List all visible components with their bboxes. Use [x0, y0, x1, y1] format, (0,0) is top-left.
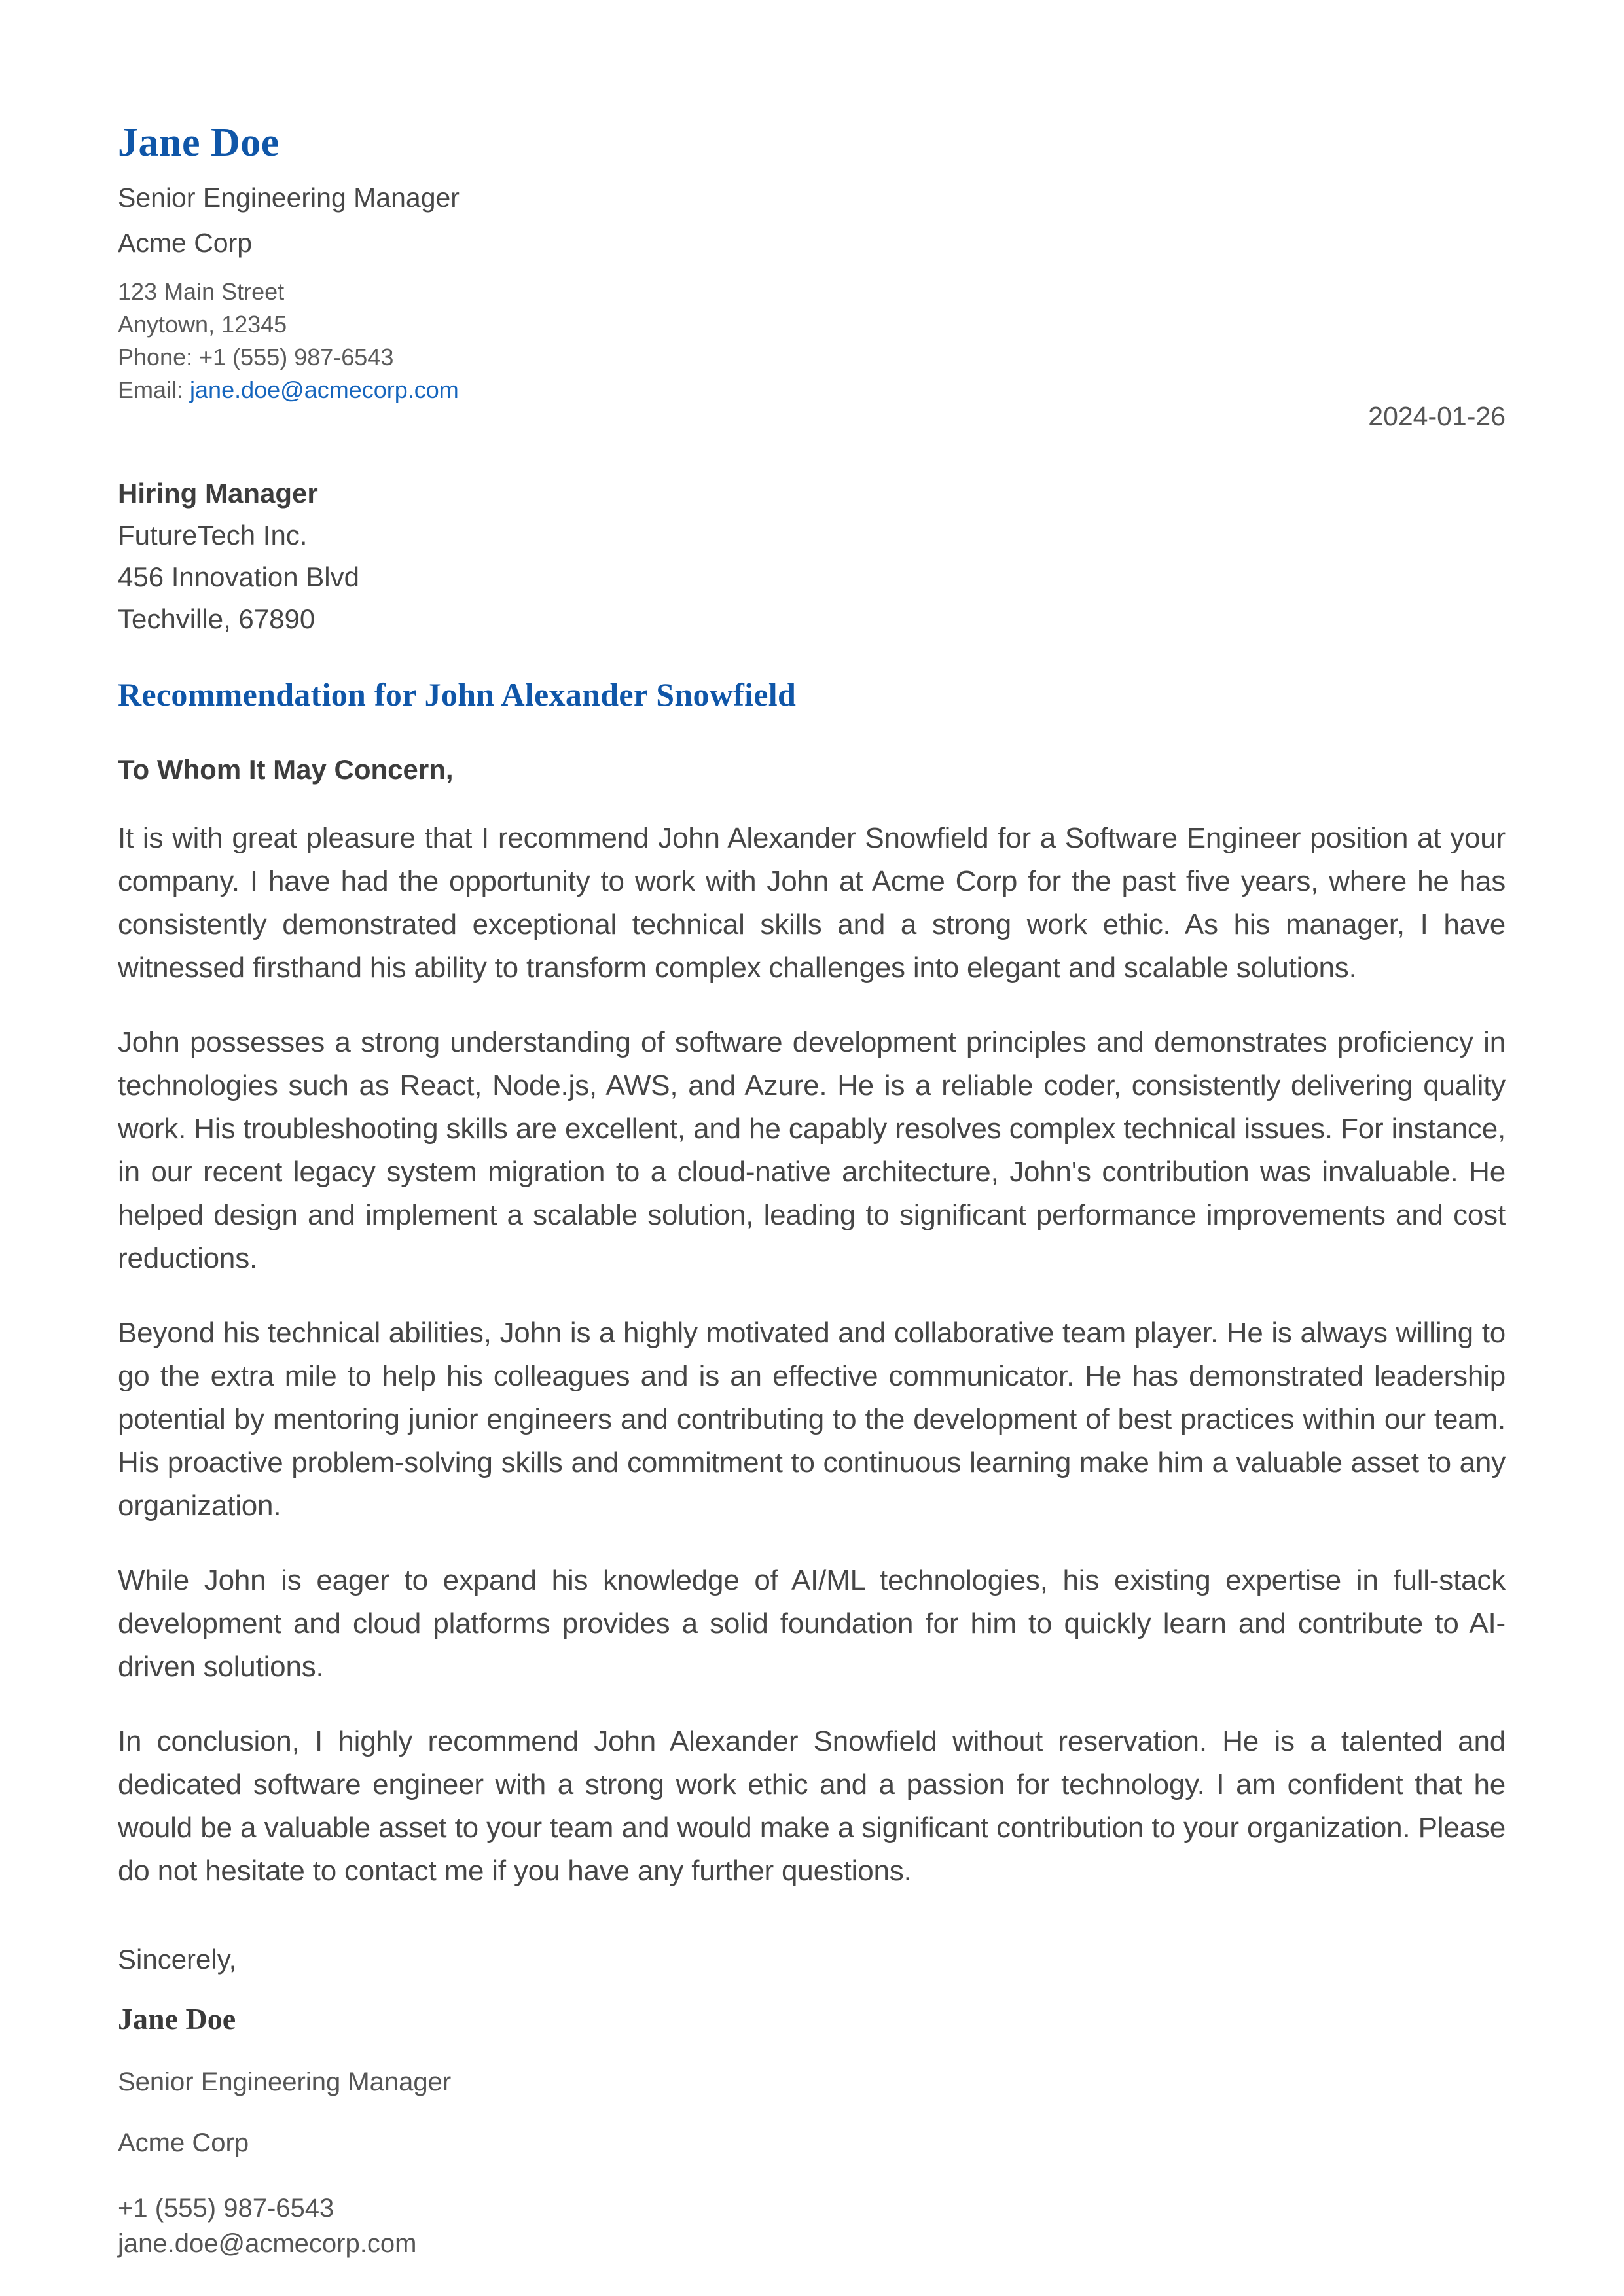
signature-title: Senior Engineering Manager: [118, 2068, 452, 2097]
signature-email: jane.doe@acmecorp.com: [118, 2229, 417, 2259]
salutation: To Whom It May Concern,: [118, 754, 454, 785]
recipient-address-street: 456 Innovation Blvd: [118, 562, 359, 593]
valediction: Sincerely,: [118, 1944, 237, 1975]
sender-phone-line: [118, 341, 1506, 374]
sender-email-link[interactable]: jane.doe@acmecorp.com: [190, 376, 459, 404]
sender-phone-label: Phone:: [118, 344, 200, 371]
recipient-address-city: Techville, 67890: [118, 603, 316, 635]
signature-contact-block: [118, 2191, 1506, 2261]
sender-company: Acme Corp: [118, 228, 253, 259]
signature-company: Acme Corp: [118, 2128, 249, 2158]
signature-phone: +1 (555) 987-6543: [118, 2194, 334, 2223]
sender-contact-block: [118, 276, 1506, 406]
body-paragraph-1: It is with great pleasure that I recommend John Alexander Snowfield for a Software Engineer position at your company. I have had the opportunity to work with John at Acme Corp for the past five years, where he has consistently demonstrated exceptional technical skills and a strong work ethic. As his manager, I have witnessed firsthand his ability to transform complex challenges into elegant and scalable solutions.: [118, 822, 1506, 984]
sender-name: Jane Doe: [118, 120, 280, 165]
body-paragraph-2: John possesses a strong understanding of software development principles and demonstrates proficiency in technologies such as React, Node.js, AWS, and Azure. He is a reliable coder, consistently delivering quality work. His troubleshooting skills are excellent, and he capably resolves complex technical issues. For instance, in our recent legacy system migration to a cloud-native architecture, John's contribution was invaluable. He helped design and implement a scalable solution, leading to significant performance improvements and cost reductions.: [118, 1026, 1506, 1275]
recipient-name: Hiring Manager: [118, 478, 318, 509]
sender-phone-value: +1 (555) 987-6543: [199, 344, 394, 371]
sender-title: Senior Engineering Manager: [118, 183, 460, 213]
sender-address-street: 123 Main Street: [118, 278, 285, 306]
sender-block: [118, 122, 1506, 406]
sender-address-city: Anytown, 12345: [118, 311, 287, 338]
recipient-company: FutureTech Inc.: [118, 520, 308, 551]
signature-name: Jane Doe: [118, 2002, 236, 2036]
body-paragraph-4: While John is eager to expand his knowledge of AI/ML technologies, his existing expertise in full-stack development and cloud platforms provides a solid foundation for him to quickly learn and contribute to AI-driven solutions.: [118, 1564, 1506, 1683]
recipient-block: [118, 473, 1506, 640]
subject-heading: Recommendation for John Alexander Snowfield: [118, 676, 797, 713]
sender-email-label: Email:: [118, 376, 190, 404]
letter-date: 2024-01-26: [1368, 401, 1506, 432]
body-paragraph-5: In conclusion, I highly recommend John Alexander Snowfield without reservation. He is a talented and dedicated software engineer with a strong work ethic and a passion for technology. I am confident that he would be a valuable asset to your team and would make a significant contribution to your organization. Please do not hesitate to contact me if you have any further questions.: [118, 1725, 1506, 1888]
body-paragraph-3: Beyond his technical abilities, John is a highly motivated and collaborative team player. He is always willing to go the extra mile to help his colleagues and is an effective communicator. He has demonstrated leadership potential by mentoring junior engineers and contributing to the development of best practices within our team. His proactive problem-solving skills and commitment to continuous learning make him a valuable asset to any organization.: [118, 1317, 1506, 1522]
closing-block: [118, 1944, 1506, 2261]
